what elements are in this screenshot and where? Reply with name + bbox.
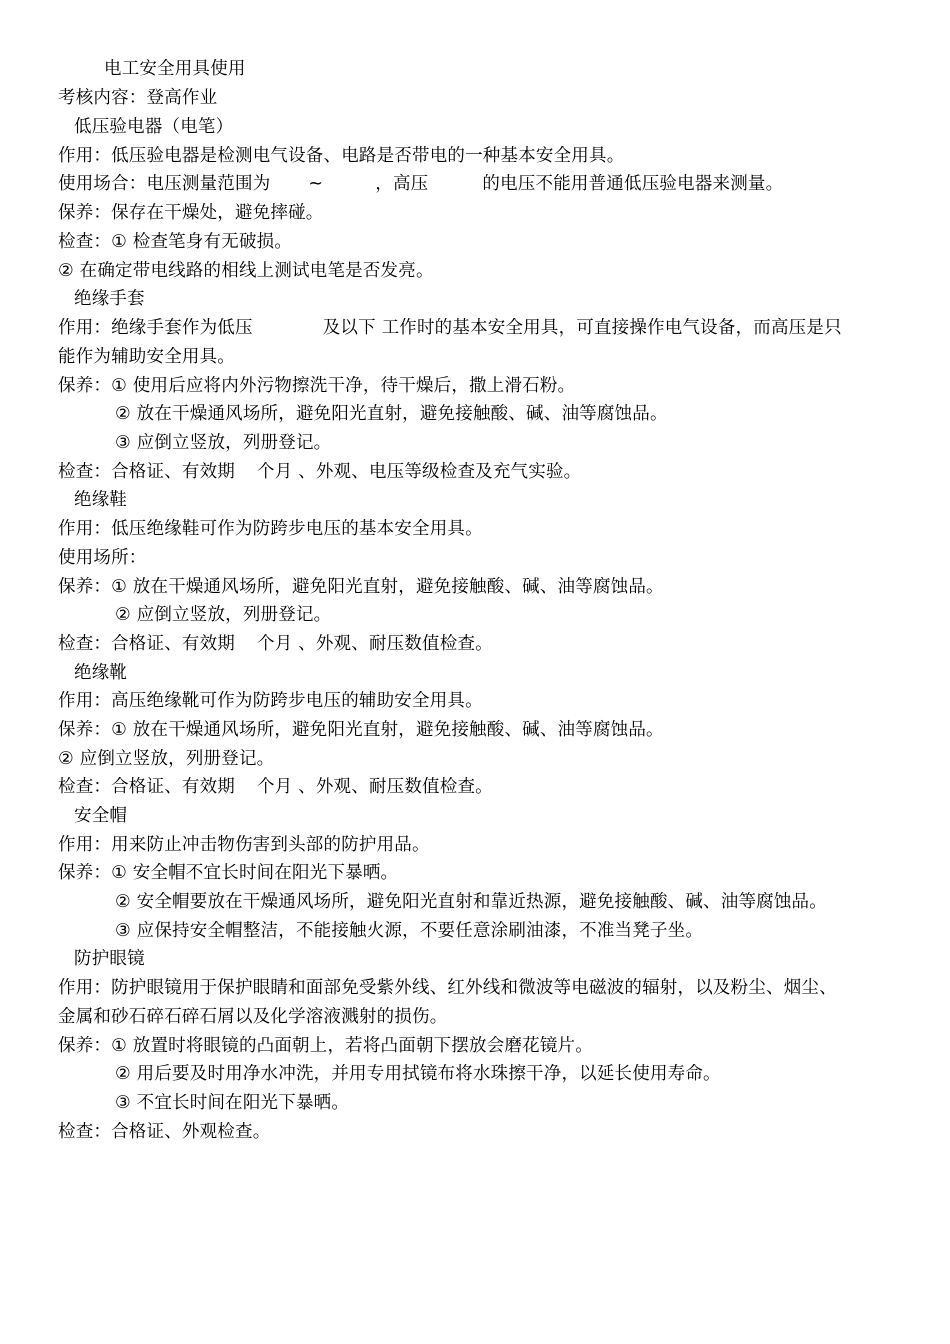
- goggles-check: 检查：合格证、外观检查。: [58, 1122, 271, 1142]
- shoes-maint-2: ② 应倒立竖放，列册登记。: [115, 605, 332, 625]
- shoes-usage: 使用场所：: [58, 548, 147, 568]
- shoes-check-part-a: 检查：合格证、有效期: [58, 634, 235, 654]
- helmet-maint-2: ② 安全帽要放在干燥通风场所，避免阳光直射和靠近热源，避免接触酸、碱、油等腐蚀品。: [115, 892, 827, 912]
- section-heading-tester: 低压验电器（电笔）: [74, 117, 234, 137]
- shoes-check: [58, 633, 493, 655]
- tester-usage-tilde: ~: [308, 174, 324, 194]
- gloves-maint-2: ② 放在干燥通风场所，避免阳光直射，避免接触酸、碱、油等腐蚀品。: [115, 404, 668, 424]
- section-heading-shoes: 绝缘鞋: [74, 490, 128, 510]
- gloves-purpose: [58, 317, 842, 339]
- boots-purpose: 作用：高压绝缘靴可作为防跨步电压的辅助安全用具。: [58, 691, 483, 711]
- tester-usage: [58, 173, 783, 195]
- section-heading-goggles: 防护眼镜: [74, 949, 145, 969]
- section-heading-boots: 绝缘靴: [74, 663, 128, 683]
- goggles-maint-1: 保养：① 放置时将眼镜的凸面朝上，若将凸面朝下摆放会磨花镜片。: [58, 1036, 593, 1056]
- helmet-purpose: 作用：用来防止冲击物伤害到头部的防护用品。: [58, 835, 430, 855]
- goggles-purpose-cont: 金属和砂石碎石碎石屑以及化学溶液溅射的损伤。: [58, 1007, 448, 1027]
- shoes-purpose: 作用：低压绝缘鞋可作为防跨步电压的基本安全用具。: [58, 519, 483, 539]
- goggles-maint-2: ② 用后要及时用净水冲洗，并用专用拭镜布将水珠擦干净，以延长使用寿命。: [115, 1064, 721, 1084]
- shoes-check-part-b: 个月 、外观、耐压数值检查。: [257, 634, 493, 654]
- tester-purpose: 作用：低压验电器是检测电气设备、电路是否带电的一种基本安全用具。: [58, 146, 625, 166]
- helmet-maint-3: ③ 应保持安全帽整洁，不能接触火源，不要任意涂刷油漆，不准当凳子坐。: [115, 921, 704, 941]
- tester-usage-part-c: 的电压不能用普通低压验电器来测量。: [482, 174, 784, 194]
- gloves-purpose-part-b: 及以下 工作时的基本安全用具，可直接操作电气设备，而高压是只: [322, 318, 842, 338]
- exam-content: 考核内容：登高作业: [58, 88, 218, 108]
- gloves-purpose-cont: 能作为辅助安全用具。: [58, 347, 235, 367]
- section-heading-gloves: 绝缘手套: [74, 289, 145, 309]
- goggles-maint-3: ③ 不宜长时间在阳光下暴晒。: [115, 1093, 350, 1113]
- tester-usage-part-b: ，高压: [375, 174, 429, 194]
- tester-check-1: 检查：① 检查笔身有无破损。: [58, 232, 293, 252]
- gloves-purpose-part-a: 作用：绝缘手套作为低压: [58, 318, 253, 338]
- boots-check-part-a: 检查：合格证、有效期: [58, 777, 235, 797]
- boots-maint-1: 保养：① 放在干燥通风场所，避免阳光直射，避免接触酸、碱、油等腐蚀品。: [58, 720, 664, 740]
- gloves-check-part-a: 检查：合格证、有效期: [58, 462, 235, 482]
- tester-usage-part-a: 使用场合：电压测量范围为: [58, 174, 271, 194]
- boots-check-part-b: 个月 、外观、耐压数值检查。: [257, 777, 493, 797]
- tester-check-2: ② 在确定带电线路的相线上测试电笔是否发亮。: [58, 261, 434, 281]
- section-heading-helmet: 安全帽: [74, 806, 128, 826]
- gloves-check-part-b: 个月 、外观、电压等级检查及充气实验。: [257, 462, 582, 482]
- shoes-maint-1: 保养：① 放在干燥通风场所，避免阳光直射，避免接触酸、碱、油等腐蚀品。: [58, 577, 664, 597]
- boots-check: [58, 776, 493, 798]
- page-title: 电工安全用具使用: [104, 59, 246, 79]
- tester-maintenance: 保养：保存在干燥处，避免摔碰。: [58, 203, 324, 223]
- helmet-maint-1: 保养：① 安全帽不宜长时间在阳光下暴晒。: [58, 863, 399, 883]
- gloves-check: [58, 461, 581, 483]
- gloves-maint-3: ③ 应倒立竖放，列册登记。: [115, 433, 332, 453]
- boots-maint-2: ② 应倒立竖放，列册登记。: [58, 749, 275, 769]
- goggles-purpose: 作用：防护眼镜用于保护眼睛和面部免受紫外线、红外线和微波等电磁波的辐射，以及粉尘、烟尘、: [58, 978, 837, 998]
- gloves-maint-1: 保养：① 使用后应将内外污物擦洗干净，待干燥后，撒上滑石粉。: [58, 376, 576, 396]
